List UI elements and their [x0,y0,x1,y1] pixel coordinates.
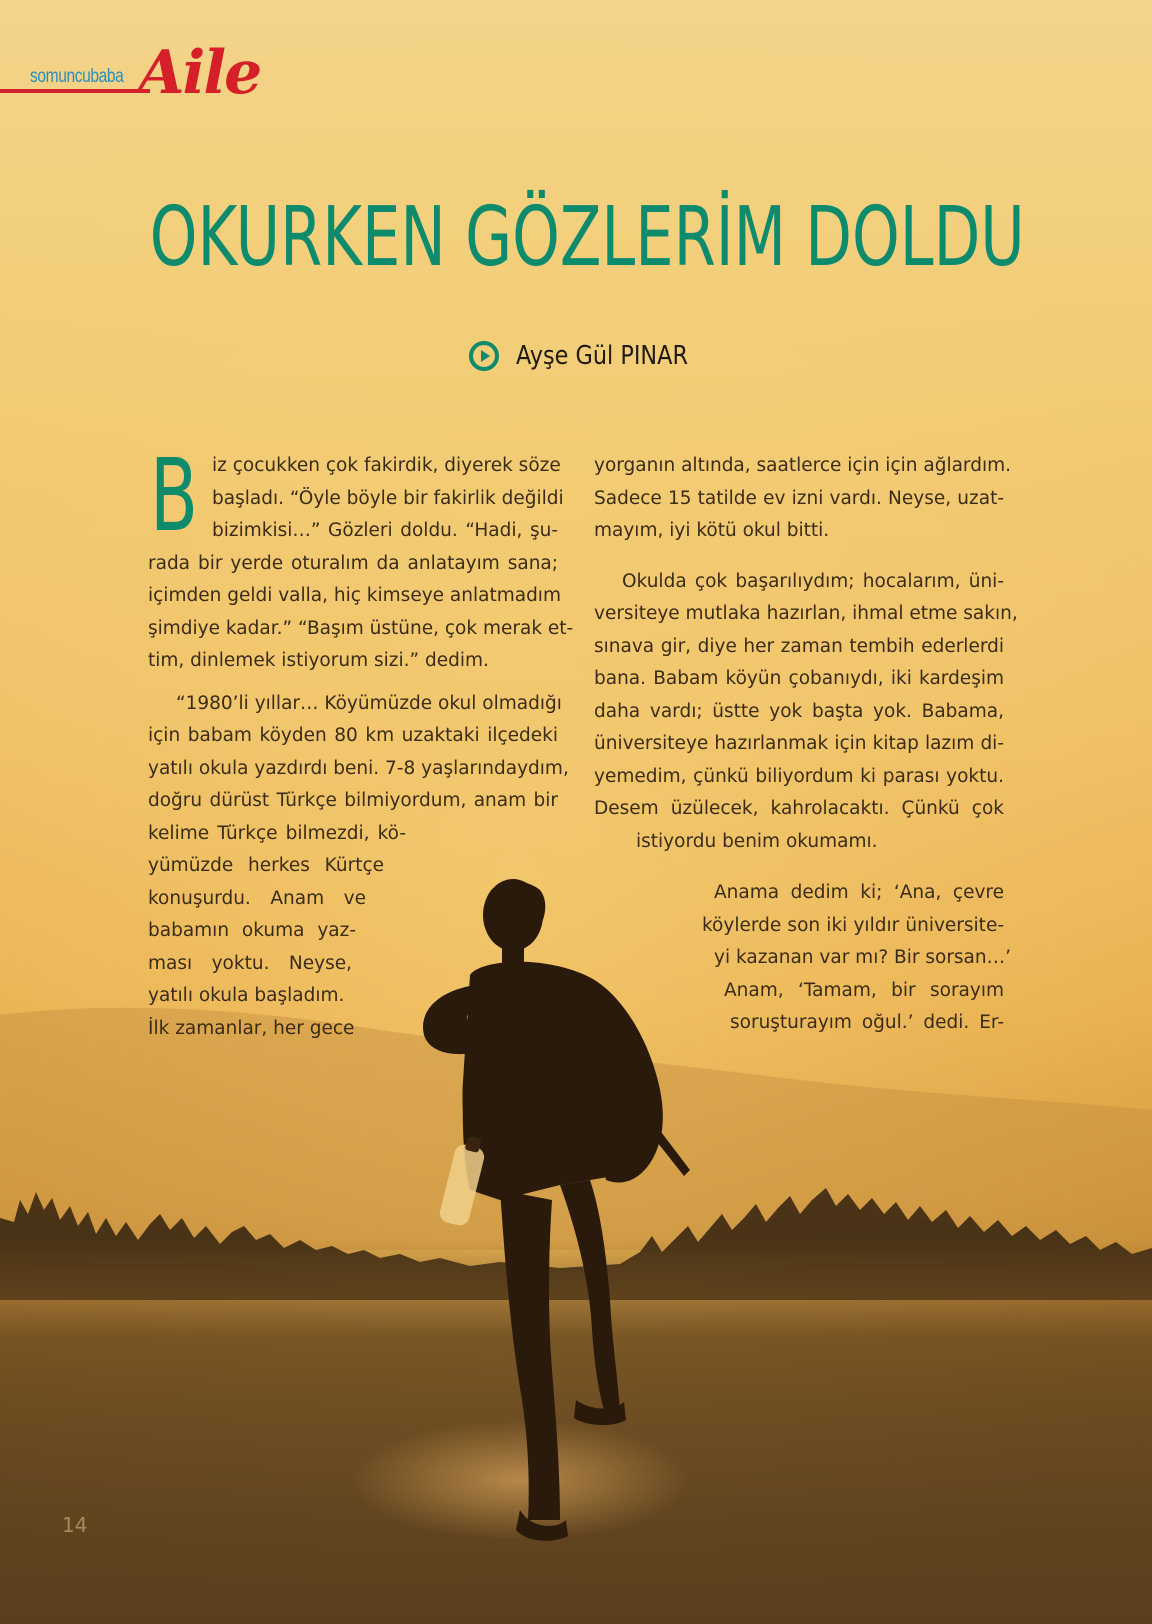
text-line: versiteye mutlaka hazırlan, ihmal etme sakın, [594,603,1018,624]
text-line: yemedim, çünkü biliyordum ki parası yoktu. [594,766,1004,787]
text-line: bizimkisi…” Gözleri doldu. “Hadi, şu- [212,520,558,541]
text-line: iz çocukken çok fakirdik, diyerek söze [212,455,561,476]
text-line: kelime Türkçe bilmezdi, kö- [148,823,406,844]
section-name: Aile [138,38,261,108]
article-title: OKURKEN GÖZLERİM DOLDU [149,190,1025,285]
text-line: Anam, ‘Tamam, bir sorayım [724,980,1004,1001]
brand-wordmark [30,66,123,88]
author-name: Ayşe Gül PINAR [516,341,688,371]
text-line: için babam köyden 80 km uzaktaki ilçedeki [148,725,558,746]
text-line: başladı. “Öyle böyle bir fakirlik değildi [212,488,564,509]
column-right [0,450,1152,1050]
text-line: Okulda çok başarılıydım; hocalarım, üni- [622,571,1004,592]
text-line: üniversiteye hazırlanmak için kitap lazım di- [594,733,1004,754]
text-line: babamın okuma yaz- [148,920,356,941]
text-line: ması yoktu. Neyse, [148,953,352,974]
page-number: 14 [62,1513,88,1537]
text-line: İlk zamanlar, her gece [148,1018,355,1039]
brand-red-bar [0,89,150,93]
text-line: doğru dürüst Türkçe bilmiyordum, anam bir [148,790,558,811]
drop-cap: B [150,437,199,554]
text-line: yi kazanan var mı? Bir sorsan…’ [714,947,1012,968]
text-line: tim, dinlemek istiyorum sizi.” dedim. [148,650,489,671]
text-line: rada bir yerde oturalım da anlatayım sana; [148,553,558,574]
text-line: istiyordu benim okumamı. [636,831,878,852]
text-line: yümüzde herkes Kürtçe [148,855,384,876]
text-line: Desem üzülecek, kahrolacaktı. Çünkü çok [594,798,1004,819]
play-circle-icon [468,340,500,372]
text-line: sınava gir, diye her zaman tembih ederlerdi [594,636,1004,657]
text-line: şimdiye kadar.” “Başım üstüne, çok merak et- [148,618,574,639]
brand-part-2: baba [90,66,124,87]
text-line: mayım, iyi kötü okul bitti. [594,520,830,541]
text-line: yatılı okula başladım. [148,985,345,1006]
text-line: yatılı okula yazdırdı beni. 7-8 yaşlarındaydım, [148,758,569,779]
brand-part-1: somuncu [30,66,91,87]
author-line [468,338,716,374]
text-line: Anama dedim ki; ‘Ana, çevre [714,882,1004,903]
text-line: içimden geldi valla, hiç kimseye anlatmadım [148,585,561,606]
text-line: Sadece 15 tatilde ev izni vardı. Neyse, uzat- [594,488,1004,509]
text-line: bana. Babam köyün çobanıydı, iki kardeşim [594,668,1004,689]
text-line: daha vardı; üstte yok başta yok. Babama, [594,701,1004,722]
text-line: konuşurdu. Anam ve [148,888,366,909]
text-line: soruşturayım oğul.’ dedi. Er- [730,1012,1004,1033]
text-line: köylerde son iki yıldır üniversite- [702,915,1004,936]
text-line: yorganın altında, saatlerce için için ağlardım. [594,455,1011,476]
text-line: “1980’li yıllar… Köyümüzde okul olmadığı [176,693,562,714]
